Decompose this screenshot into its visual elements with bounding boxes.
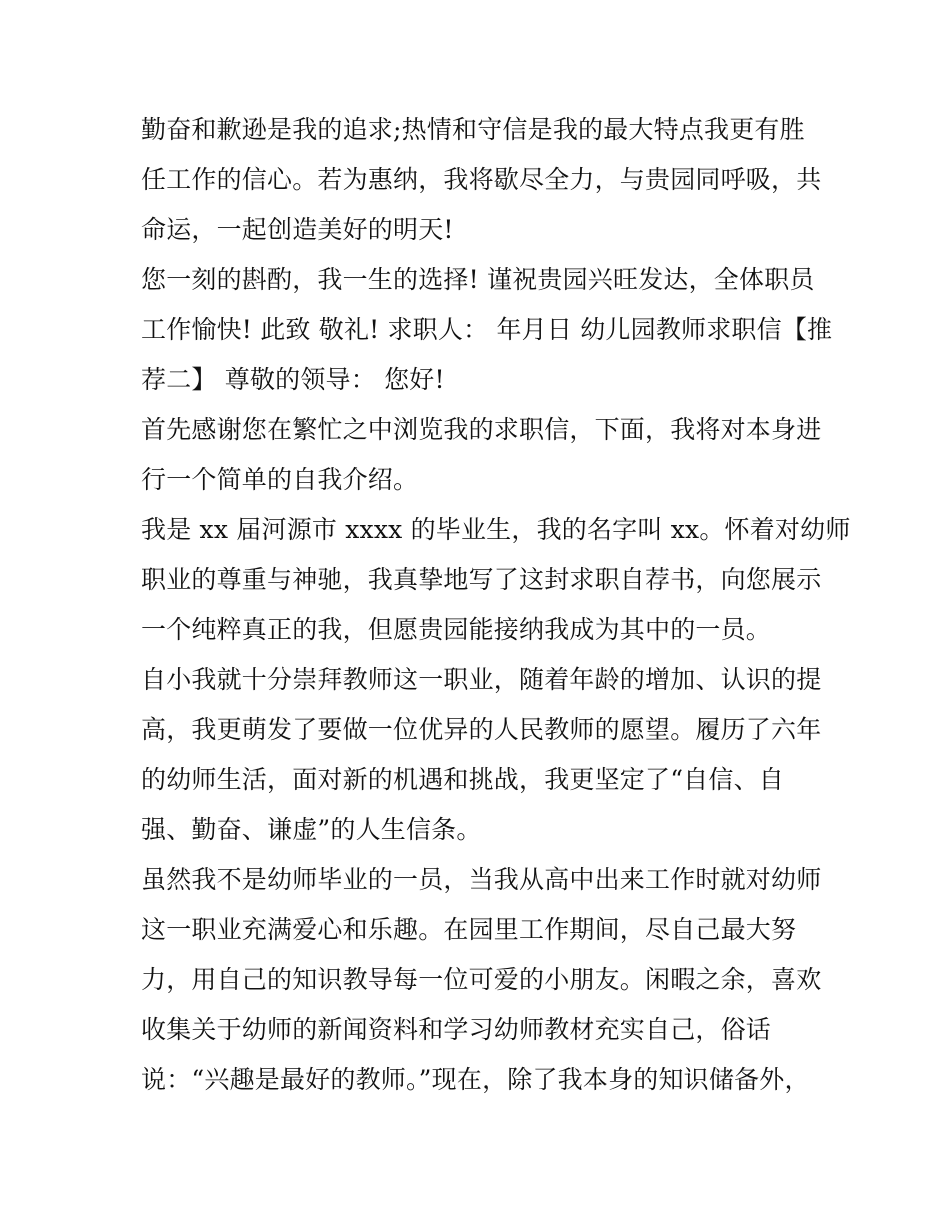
text-line: 勤奋和歉逊是我的追求;热情和守信是我的最大特点我更有胜 <box>141 115 805 144</box>
text-line: 职业的尊重与神驰，我真挚地写了这封求职自荐书，向您展示 <box>141 565 822 594</box>
text-line: 工作愉快! 此致 敬礼! 求职人： 年月日 幼儿园教师求职信【推 <box>141 315 833 344</box>
text-line: 高，我更萌发了要做一位优异的人民教师的愿望。履历了六年 <box>141 715 822 744</box>
text-line: 说：“兴趣是最好的教师。”现在，除了我本身的知识储备外， <box>141 1065 810 1094</box>
text-line: 强、勤奋、谦虚”的人生信条。 <box>141 815 482 844</box>
text-line: 行一个简单的自我介绍。 <box>141 465 419 494</box>
text-line: 收集关于幼师的新闻资料和学习幼师教材充实自己，俗话 <box>141 1015 772 1044</box>
text-line: 您一刻的斟酌，我一生的选择! 谨祝贵园兴旺发达，全体职员 <box>141 265 815 294</box>
text-line: 荐二】 尊敬的领导： 您好! <box>141 365 445 394</box>
text-line: 首先感谢您在繁忙之中浏览我的求职信，下面，我将对本身进 <box>141 415 822 444</box>
text-line: 自小我就十分崇拜教师这一职业，随着年龄的增加、认识的提 <box>141 665 822 694</box>
text-line: 命运，一起创造美好的明天! <box>141 215 454 244</box>
text-line: 这一职业充满爱心和乐趣。在园里工作期间，尽自己最大努 <box>141 915 797 944</box>
text-line: 虽然我不是幼师毕业的一员，当我从高中出来工作时就对幼师 <box>141 865 822 894</box>
text-line: 任工作的信心。若为惠纳，我将歇尽全力，与贵园同呼吸，共 <box>141 165 822 194</box>
text-line: 我是 xx 届河源市 xxxx 的毕业生，我的名字叫 xx。怀着对幼师 <box>141 515 851 544</box>
text-line: 力，用自己的知识教导每一位可爱的小朋友。闲暇之余，喜欢 <box>141 965 822 994</box>
text-line: 的幼师生活，面对新的机遇和挑战，我更坚定了“自信、自 <box>141 765 784 794</box>
text-line: 一个纯粹真正的我，但愿贵园能接纳我成为其中的一员。 <box>141 615 772 644</box>
